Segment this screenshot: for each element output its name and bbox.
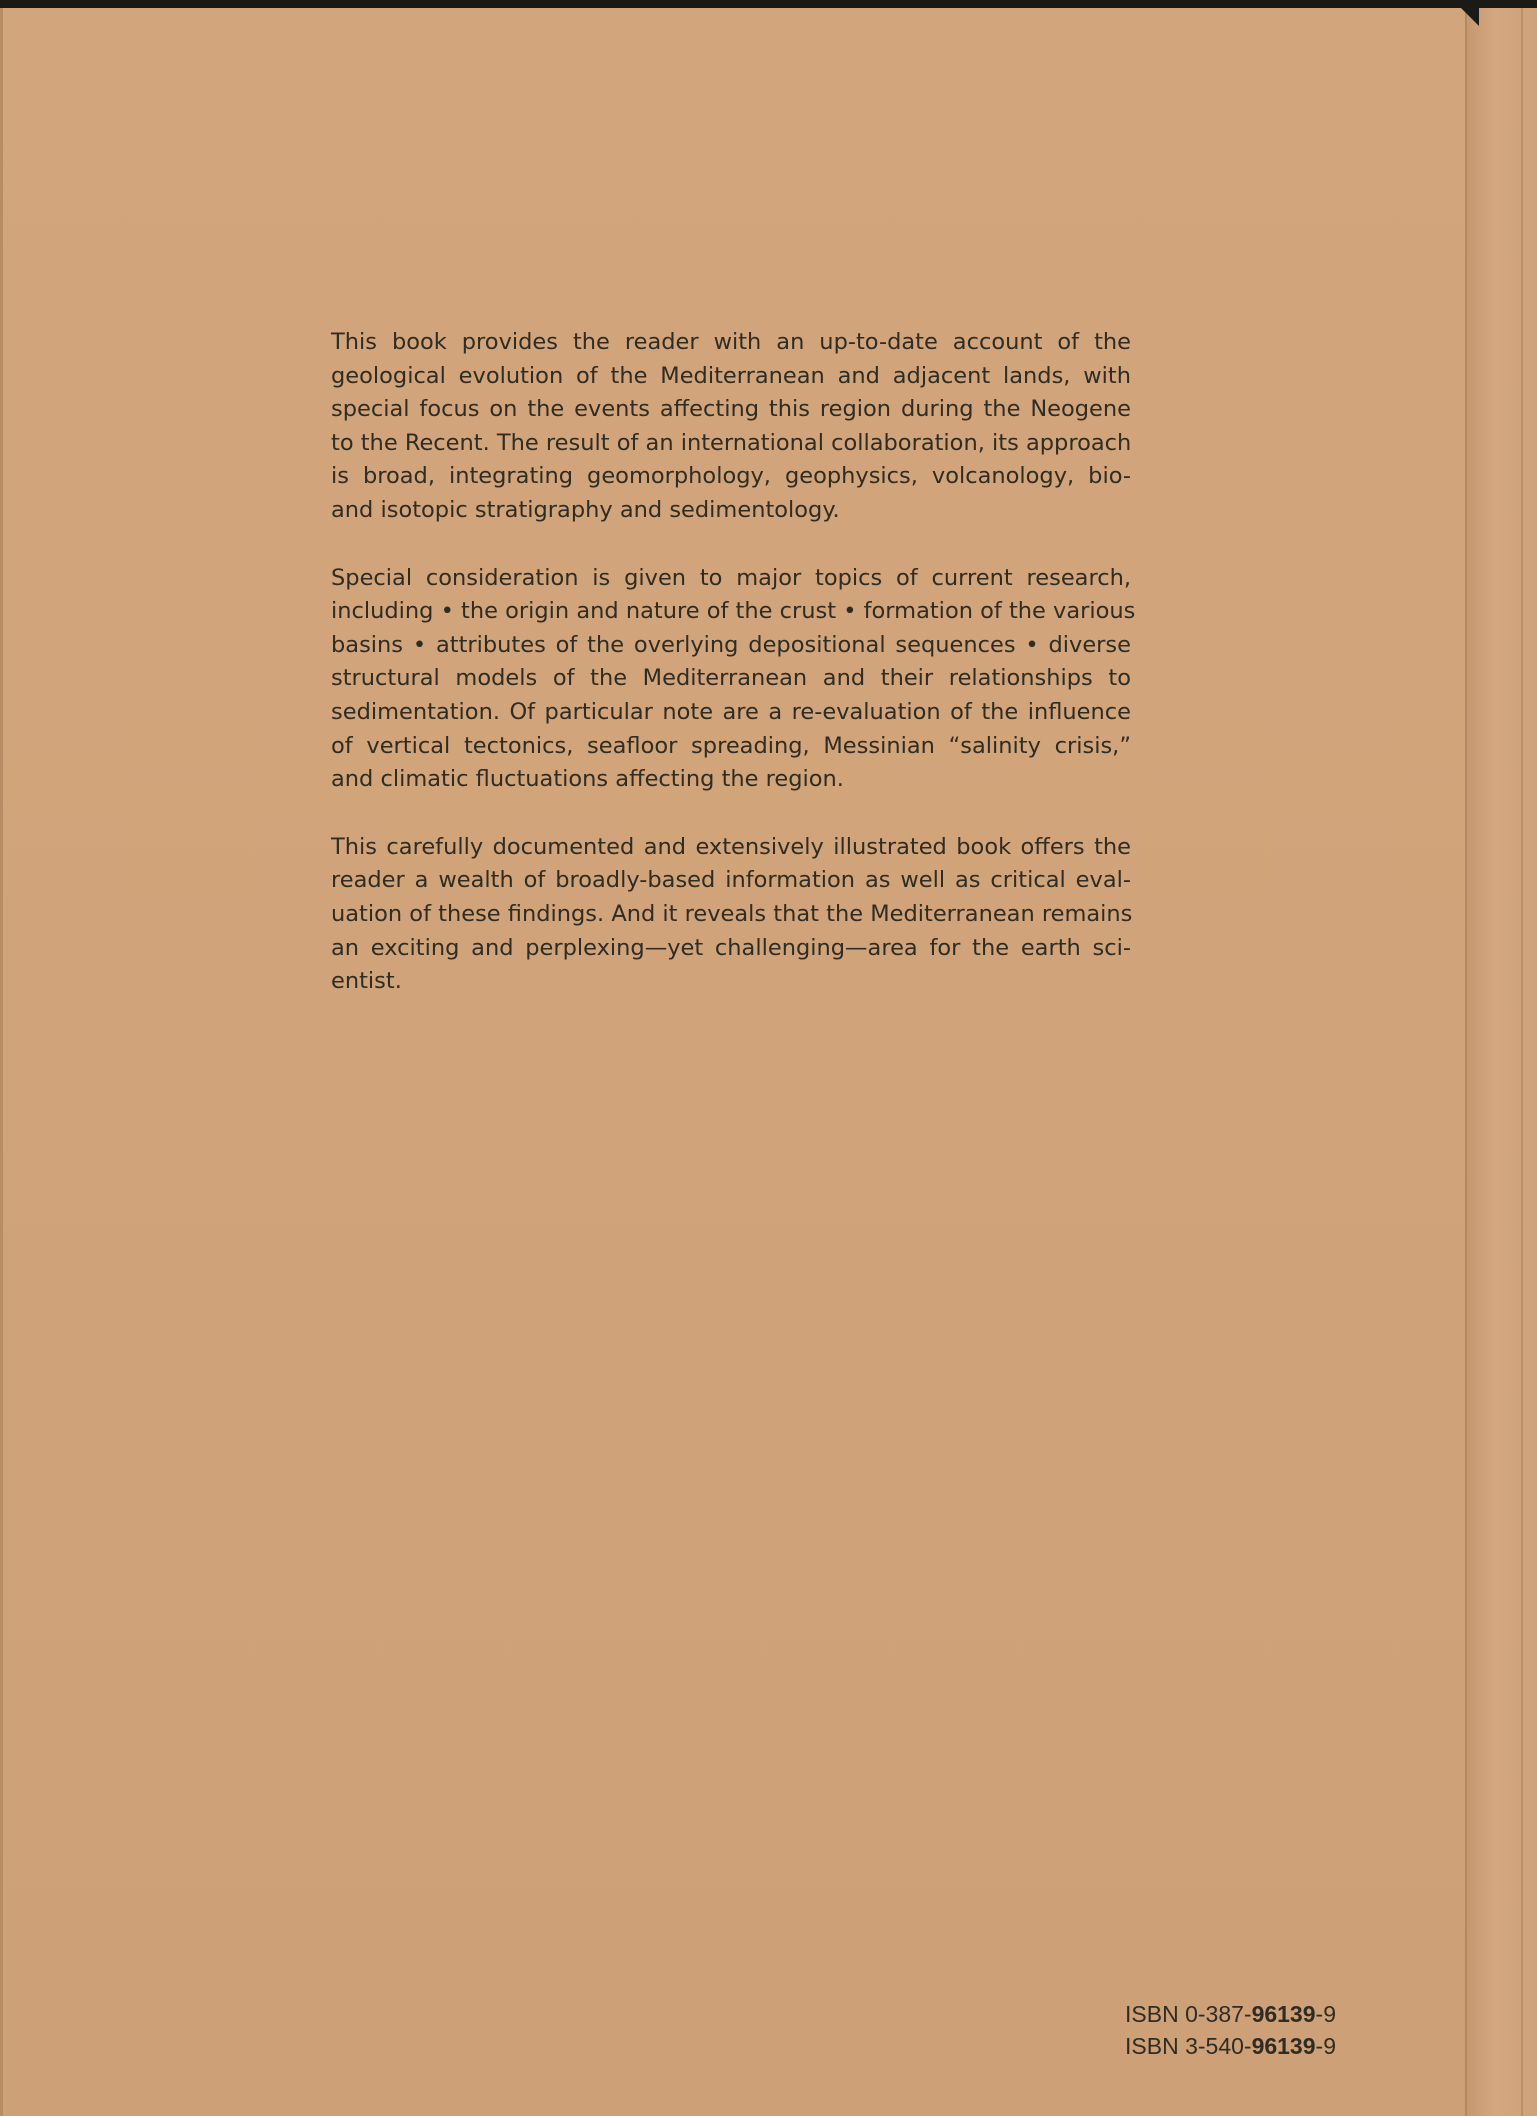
blurb-line: special focus on the events affecting this region during the Neogene	[331, 396, 1131, 423]
isbn-check: -9	[1315, 2033, 1336, 2059]
blurb-line: geological evolution of the Mediterranean and adjacent lands, with	[331, 362, 1131, 389]
blurb-line: of vertical tectonics, seafloor spreading, Messinian “salinity crisis,”	[331, 732, 1131, 759]
isbn-prefix: ISBN 3-540-	[1125, 2033, 1252, 2059]
blurb-line: structural models of the Mediterranean and their relationships to	[331, 665, 1131, 692]
blurb-line: sedimentation. Of particular note are a re-evaluation of the influence	[331, 698, 1131, 725]
blurb-line: including • the origin and nature of the crust • formation of the various	[331, 598, 1136, 625]
worn-corner	[1461, 8, 1479, 26]
blurb-line: This book provides the reader with an up-to-date account of the	[331, 329, 1131, 355]
blurb-line: Special consideration is given to major topics of current research,	[331, 564, 1131, 591]
blurb-line: entist.	[331, 968, 402, 995]
spine-crease	[1521, 8, 1523, 2116]
blurb-paragraph-2	[331, 562, 1136, 797]
blurb-line: basins • attributes of the overlying depositional sequences • diverse	[331, 631, 1131, 658]
isbn-core: 96139	[1251, 2033, 1316, 2059]
blurb-line: reader a wealth of broadly-based information as well as critical eval-	[331, 867, 1131, 894]
blurb-line: is broad, integrating geomorphology, geophysics, volcanology, bio-	[331, 463, 1131, 490]
blurb-line: and climatic fluctuations affecting the region.	[331, 766, 844, 793]
book-back-cover	[0, 8, 1537, 2116]
isbn-line	[1125, 1998, 1336, 2030]
blurb-paragraph-1	[331, 326, 1131, 528]
isbn-block	[1125, 1998, 1336, 2062]
isbn-core: 96139	[1251, 2001, 1316, 2027]
blurb-paragraph-3	[331, 831, 1131, 999]
book-spine-edge	[1465, 8, 1537, 2116]
blurb-line: to the Recent. The result of an international collaboration, its approach	[331, 429, 1132, 456]
blurb-line: and isotopic stratigraphy and sedimentology.	[331, 496, 840, 523]
blurb-line: uation of these findings. And it reveals that the Mediterranean remains	[331, 900, 1133, 927]
isbn-prefix: ISBN 0-387-	[1125, 2001, 1252, 2027]
cover-blurb	[331, 326, 1136, 1033]
blurb-line: an exciting and perplexing—yet challenging—area for the earth sci-	[331, 934, 1131, 961]
isbn-check: -9	[1315, 2001, 1336, 2027]
blurb-line: This carefully documented and extensively illustrated book offers the	[331, 833, 1131, 860]
isbn-line	[1125, 2030, 1336, 2062]
